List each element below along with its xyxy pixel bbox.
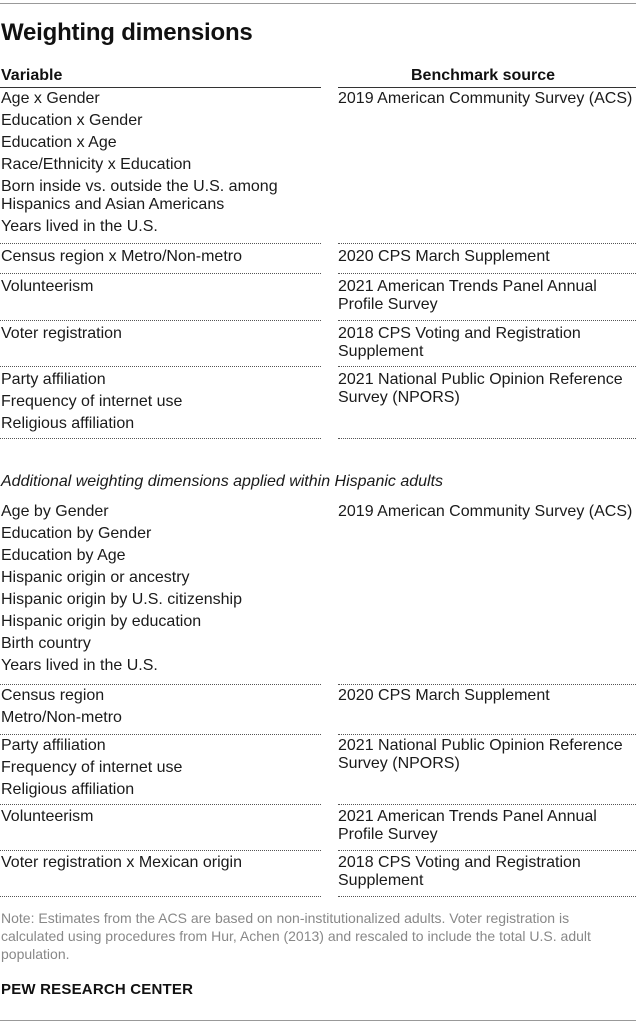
variable-item: Age by Gender <box>1 503 109 520</box>
variable-item: Education by Age <box>1 547 126 564</box>
table-row <box>0 90 636 243</box>
table-row <box>0 278 636 320</box>
variable-cell <box>1 278 321 300</box>
variable-item: Years lived in the U.S. <box>1 657 158 674</box>
header-rule-left <box>0 87 321 88</box>
benchmark-source-cell: 2021 American Trends Panel Annual Profile Survey <box>338 808 597 843</box>
row-divider <box>338 438 636 439</box>
variable-item: Party affiliation <box>1 371 106 388</box>
benchmark-source-cell: 2019 American Community Survey (ACS) <box>338 90 633 107</box>
benchmark-source-cell: 2021 National Public Opinion Reference Survey (NPORS) <box>338 737 623 772</box>
benchmark-source-cell: 2018 CPS Voting and Registration Supplement <box>338 325 581 360</box>
variable-item: Years lived in the U.S. <box>1 218 158 235</box>
top-rule <box>0 3 636 4</box>
variable-cell <box>1 808 321 830</box>
variable-item: Religious affiliation <box>1 781 135 798</box>
variable-cell <box>1 90 321 240</box>
variable-cell <box>1 687 321 731</box>
variable-item: Race/Ethnicity x Education <box>1 156 192 173</box>
variable-item: Volunteerism <box>1 808 94 825</box>
source-brand: PEW RESEARCH CENTER <box>1 981 194 998</box>
variable-item: Volunteerism <box>1 278 94 295</box>
row-divider <box>0 438 321 439</box>
benchmark-source-cell: 2018 CPS Voting and Registration Supplement <box>338 854 581 889</box>
row-divider <box>338 896 636 897</box>
variable-item: Hispanic origin by education <box>1 613 202 630</box>
row-divider <box>338 320 636 321</box>
table-row <box>0 854 636 896</box>
row-divider <box>0 684 321 685</box>
row-divider <box>0 366 321 367</box>
benchmark-source-cell: 2021 American Trends Panel Annual Profile Survey <box>338 278 597 313</box>
variable-item: Party affiliation <box>1 737 106 754</box>
page-title: Weighting dimensions <box>1 19 253 46</box>
row-divider <box>0 273 321 274</box>
variable-item: Metro/Non-metro <box>1 709 122 726</box>
benchmark-source-cell: 2020 CPS March Supplement <box>338 687 550 704</box>
table-row <box>0 687 636 734</box>
table-row <box>0 248 636 273</box>
variable-cell <box>1 371 321 437</box>
variable-item: Census region x Metro/Non-metro <box>1 248 242 265</box>
variable-item: Education x Age <box>1 134 117 151</box>
variable-item: Religious affiliation <box>1 415 135 432</box>
row-divider <box>338 804 636 805</box>
variable-item: Voter registration x Mexican origin <box>1 854 242 871</box>
row-divider <box>338 273 636 274</box>
column-header-variable: Variable <box>1 67 63 84</box>
variable-item: Census region <box>1 687 105 704</box>
benchmark-source-cell: 2021 National Public Opinion Reference Survey (NPORS) <box>338 371 623 406</box>
benchmark-source-cell: 2019 American Community Survey (ACS) <box>338 503 633 520</box>
variable-item: Hispanic origin or ancestry <box>1 569 190 586</box>
variable-cell <box>1 854 321 876</box>
row-divider <box>338 243 636 244</box>
row-divider <box>0 243 321 244</box>
row-divider <box>338 850 636 851</box>
variable-item: Education x Gender <box>1 112 143 129</box>
variable-cell <box>1 737 321 803</box>
row-divider <box>338 734 636 735</box>
row-divider <box>0 734 321 735</box>
table-row <box>0 737 636 804</box>
row-divider <box>338 366 636 367</box>
variable-item: Born inside vs. outside the U.S. among Hispanics and Asian Americans <box>1 178 278 213</box>
variable-cell <box>1 503 321 679</box>
variable-item: Frequency of internet use <box>1 393 183 410</box>
table-row <box>0 371 636 438</box>
variable-item: Age x Gender <box>1 90 100 107</box>
variable-cell <box>1 248 321 270</box>
variable-item: Birth country <box>1 635 91 652</box>
column-header-source: Benchmark source <box>411 67 556 84</box>
variable-cell <box>1 325 321 347</box>
row-divider <box>338 684 636 685</box>
variable-item: Hispanic origin by U.S. citizenship <box>1 591 242 608</box>
table-row <box>0 503 636 684</box>
variable-item: Education by Gender <box>1 525 152 542</box>
bottom-rule <box>0 1020 636 1021</box>
variable-item: Voter registration <box>1 325 122 342</box>
row-divider <box>0 850 321 851</box>
benchmark-source-cell: 2020 CPS March Supplement <box>338 248 550 265</box>
footnote: Note: Estimates from the ACS are based on non-institutionalized adults. Voter registration is calculated using procedures from Hur, Achen (2013) and rescaled to include the total U.S. adult population. <box>1 910 591 962</box>
variable-item: Frequency of internet use <box>1 759 183 776</box>
table-row <box>0 325 636 366</box>
section-label-hispanic: Additional weighting dimensions applied within Hispanic adults <box>1 473 444 490</box>
row-divider <box>0 896 321 897</box>
header-rule-right <box>338 87 636 88</box>
row-divider <box>0 320 321 321</box>
row-divider <box>0 804 321 805</box>
table-row <box>0 808 636 850</box>
